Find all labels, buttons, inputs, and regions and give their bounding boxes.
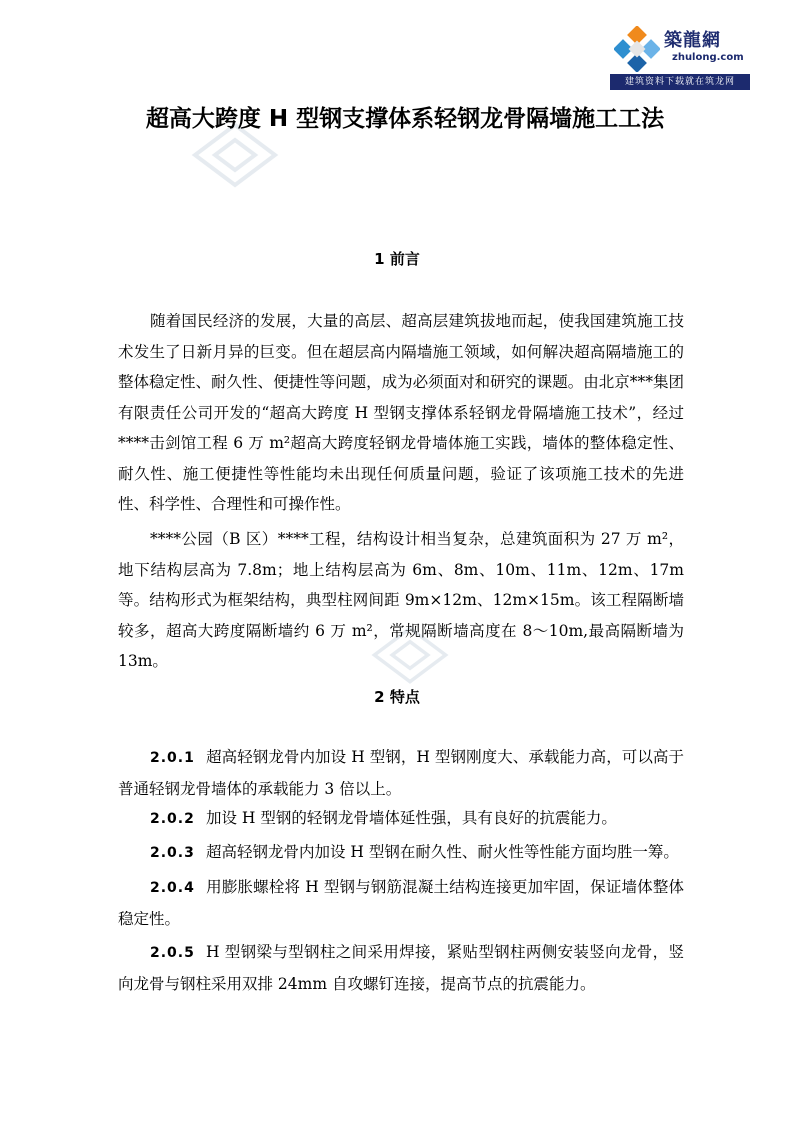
paragraph-preface-1: 随着国民经济的发展，大量的高层、超高层建筑拔地而起，使我国建筑施工技术发生了日新月异的巨变。但在超层高内隔墙施工领域，如何解决超高隔墙施工的整体稳定性、耐久性、便捷性等问题，成为必须面对和研究的课题。由北京***集团有限责任公司开发的“超高大跨度 H 型钢支撑体系轻钢龙骨隔墙施工技术”，经过****击剑馆工程 6 万 m²超高大跨度轻钢龙骨墙体施工实践，墙体的整体稳定性、耐久性、施工便捷性等性能均未出现任何质量问题，验证了该项施工技术的先进性、科学性、合理性和可操作性。 [118, 312, 684, 513]
feature-item [118, 937, 684, 999]
section-heading-features: 2 特点 [374, 688, 420, 706]
logo-slogan: 建筑资料下载就在筑龙网 [610, 74, 750, 90]
logo-name: 築龍網 [664, 30, 721, 51]
zhulong-logo [610, 22, 750, 96]
feature-text: 加设 H 型钢的轻钢龙骨墙体延性强，具有良好的抗震能力。 [206, 809, 617, 827]
feature-number: 2.0.2 [150, 811, 195, 827]
feature-number: 2.0.4 [150, 880, 195, 896]
feature-text: H 型钢梁与型钢柱之间采用焊接，紧贴型钢柱两侧安装竖向龙骨，竖向龙骨与钢柱采用双排 24mm 自攻螺钉连接，提高节点的抗震能力。 [118, 943, 684, 993]
feature-item [118, 803, 684, 835]
paragraph-preface-2: ****公园（B 区）****工程，结构设计相当复杂，总建筑面积为 27 万 m²，地下结构层高为 7.8m；地上结构层高为 6m、8m、10m、11m、12m、17m 等。结构形式为框架结构，典型柱网间距 9m×12m、12m×15m。该工程隔断墙较多，超高大跨度隔断墙约 6 万 m²，常规隔断墙高度在 8～10m,最高隔断墙为 13m。 [118, 530, 684, 670]
logo-top [610, 22, 750, 74]
feature-item [118, 872, 684, 934]
feature-number: 2.0.5 [150, 945, 195, 961]
feature-text: 用膨胀螺栓将 H 型钢与钢筋混凝土结构连接更加牢固，保证墙体整体稳定性。 [118, 878, 684, 928]
feature-number: 2.0.1 [150, 750, 195, 766]
feature-text: 超高轻钢龙骨内加设 H 型钢，H 型钢刚度大、承载能力高，可以高于普通轻钢龙骨墙体的承载能力 3 倍以上。 [118, 748, 684, 798]
feature-item [118, 837, 684, 869]
feature-text: 超高轻钢龙骨内加设 H 型钢在耐久性、耐火性等性能方面均胜一筹。 [206, 843, 679, 861]
feature-number: 2.0.3 [150, 845, 195, 861]
logo-mark-icon [614, 26, 660, 72]
feature-item [118, 742, 684, 804]
document-title: 超高大跨度 H 型钢支撑体系轻钢龙骨隔墙施工工法 [145, 106, 665, 132]
logo-url: zhulong.com [672, 52, 744, 63]
section-heading-preface: 1 前言 [374, 250, 420, 268]
